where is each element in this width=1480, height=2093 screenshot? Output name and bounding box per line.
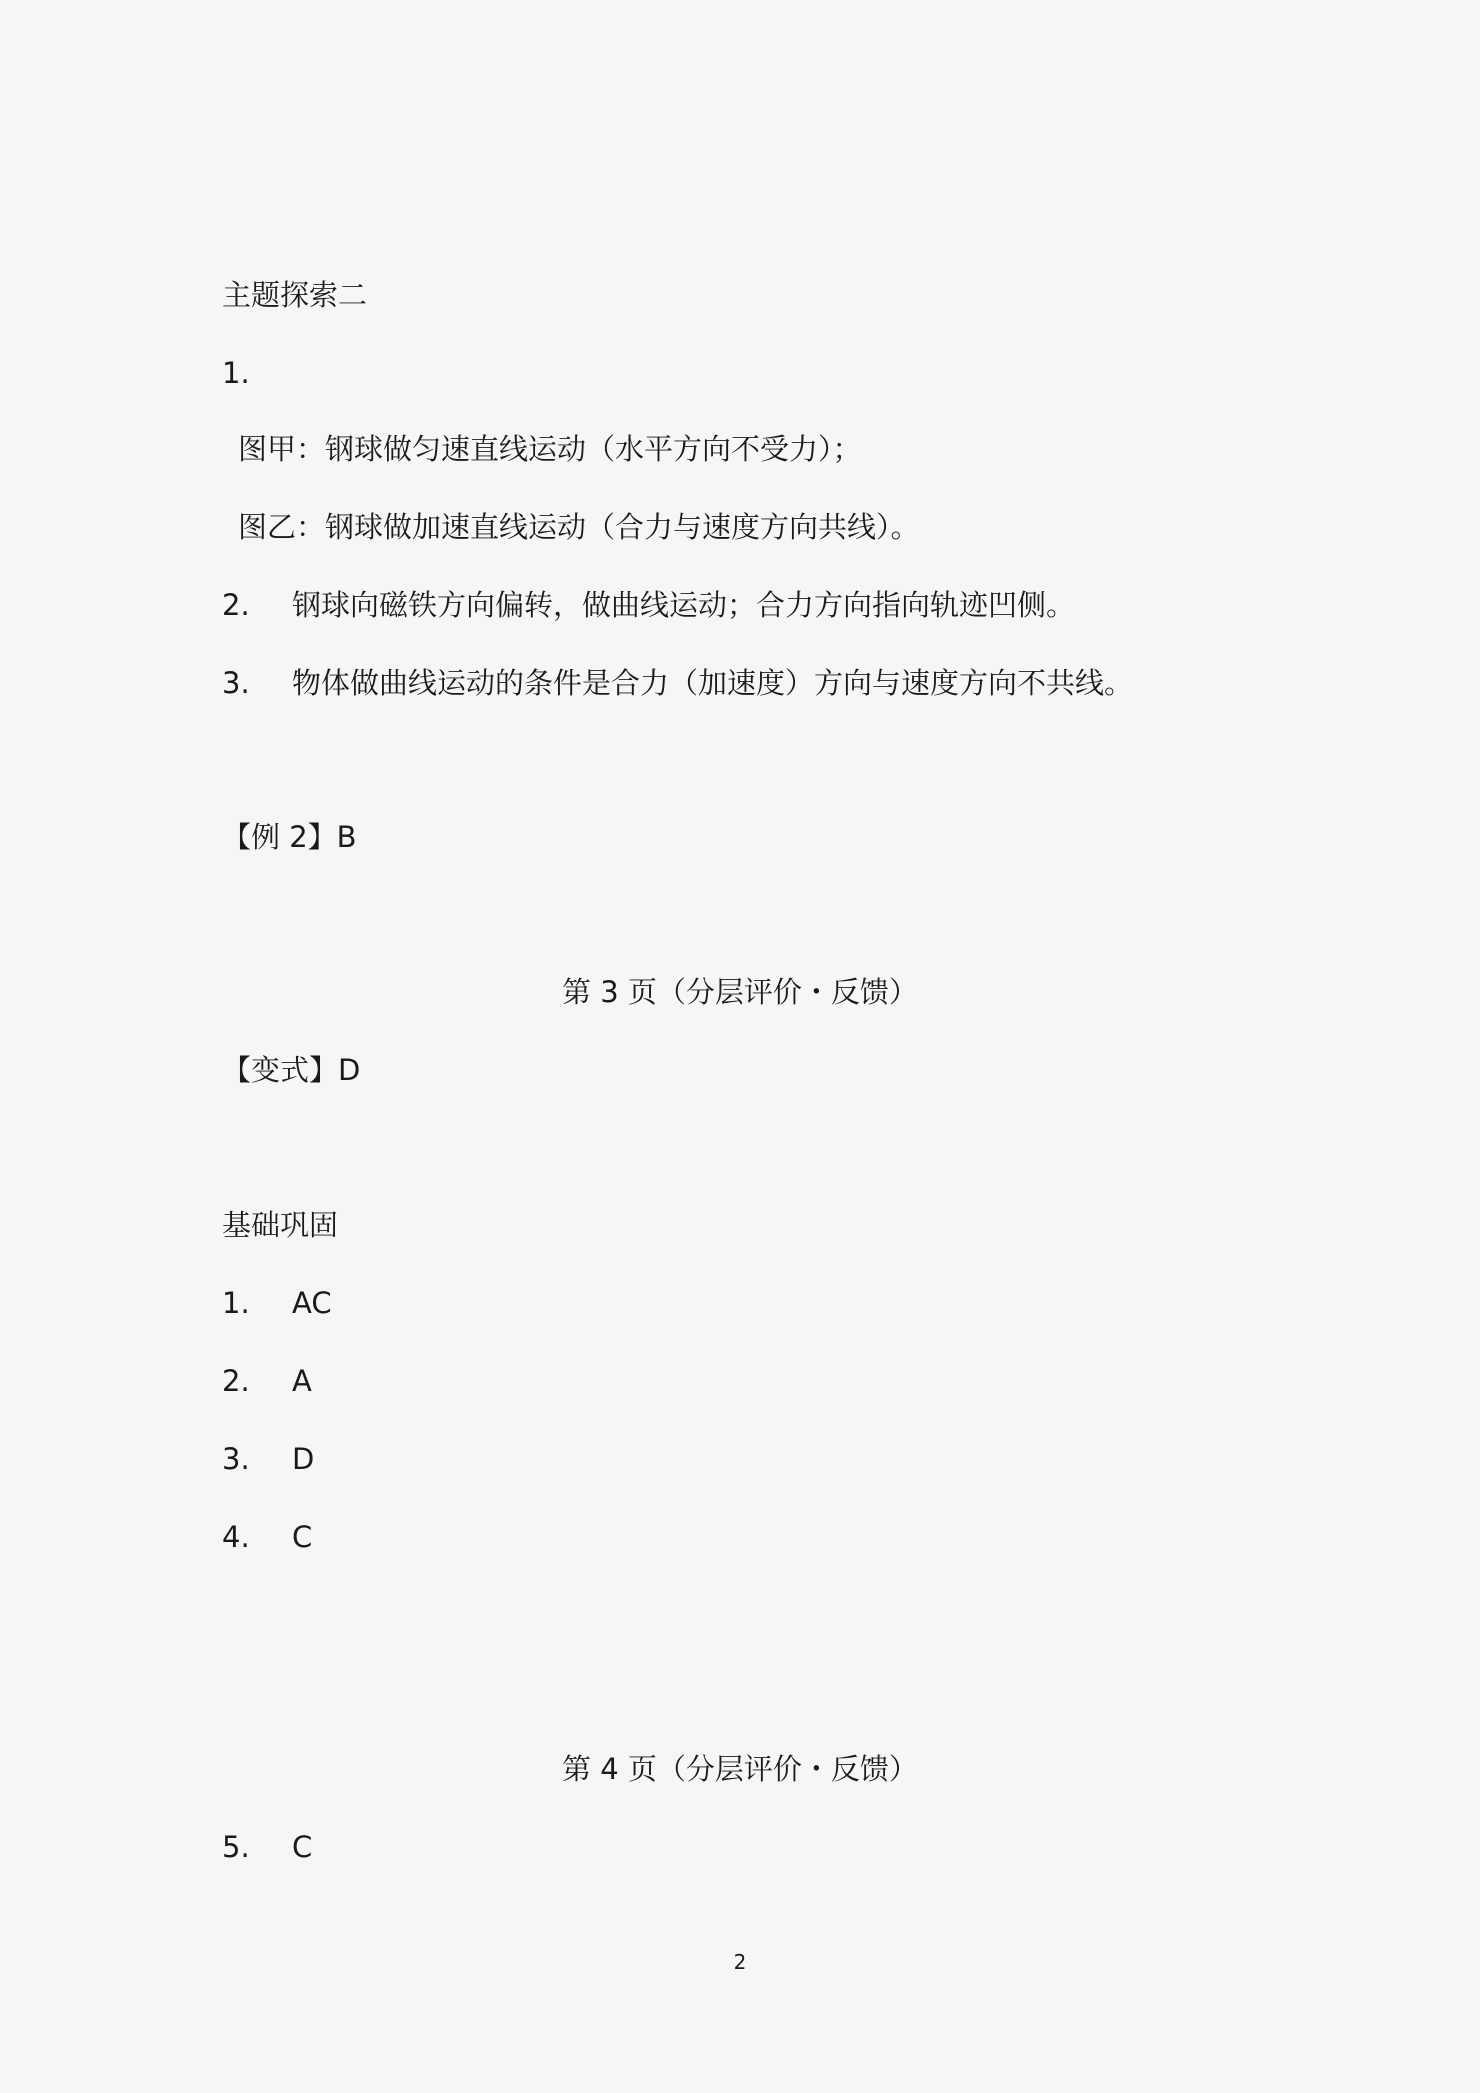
section-title: 主题探索二 [222,278,368,312]
item-answer: AC [292,1286,332,1320]
item-text: 图乙：钢球做加速直线运动（合力与速度方向共线）。 [238,510,920,544]
item-number: 4. [222,1520,250,1554]
item-text: 钢球向磁铁方向偏转，做曲线运动；合力方向指向轨迹凹侧。 [292,588,1076,622]
item-answer: D [292,1442,315,1476]
item-number: 3. [222,1442,250,1476]
item-answer: A [292,1364,312,1398]
item-answer: C [292,1830,313,1864]
item-answer: C [292,1520,313,1554]
example-answer: 【例 2】B [222,820,357,854]
item-number: 3. [222,666,250,700]
item-number: 2. [222,588,250,622]
item-number: 2. [222,1364,250,1398]
page-heading: 第 3 页（分层评价・反馈） [562,975,918,1009]
section-title: 基础巩固 [222,1208,339,1242]
item-number: 1. [222,356,250,390]
item-number: 5. [222,1830,250,1864]
item-number: 1. [222,1286,250,1320]
page-number: 2 [733,1950,747,1974]
item-text: 物体做曲线运动的条件是合力（加速度）方向与速度方向不共线。 [292,666,1134,700]
variant-answer: 【变式】D [222,1053,361,1087]
item-text: 图甲：钢球做匀速直线运动（水平方向不受力）； [238,432,862,466]
page-heading: 第 4 页（分层评价・反馈） [562,1752,918,1786]
